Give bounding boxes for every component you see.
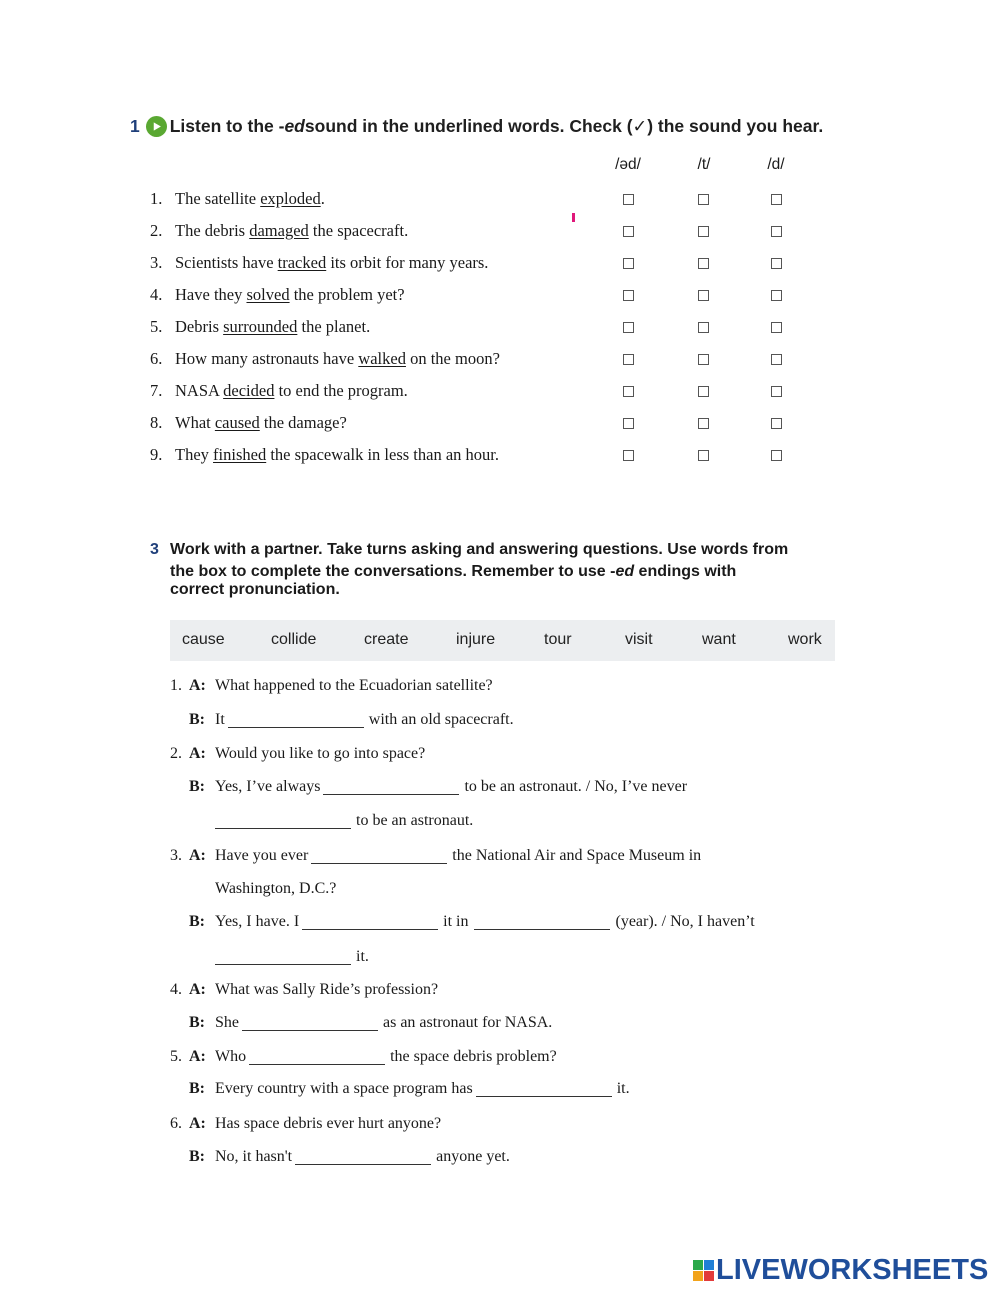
item-text: NASA xyxy=(175,381,224,400)
word-box-item: work xyxy=(788,631,822,648)
answer-blank[interactable] xyxy=(249,1050,385,1065)
item-text: They xyxy=(175,445,214,464)
sound-checkbox[interactable] xyxy=(623,386,634,397)
underlined-word: walked xyxy=(358,349,406,368)
liveworksheets-logo xyxy=(693,1254,988,1286)
item-text: to end the program. xyxy=(274,381,408,400)
dialogue-4-a: What was Sally Ride’s profession? xyxy=(215,981,439,998)
dialogue-3-b-cont xyxy=(215,945,369,969)
dialogue-6-a: Has space debris ever hurt anyone? xyxy=(215,1115,442,1132)
speaker-b-label: B: xyxy=(189,1148,205,1165)
item-number: 1. xyxy=(150,189,163,208)
item-text: Scientists have xyxy=(175,253,278,272)
dialogue-1-b xyxy=(215,708,514,732)
sound-checkbox[interactable] xyxy=(698,258,709,269)
text: Every country with a space program has xyxy=(215,1080,473,1097)
text: it. xyxy=(356,948,369,965)
underlined-word: decided xyxy=(223,381,275,400)
item-text: the spacewalk in less than an hour. xyxy=(266,445,499,464)
exercise-1-item xyxy=(150,251,488,275)
text: it in xyxy=(443,913,469,930)
exercise-1-instruction xyxy=(130,114,823,138)
item-text: How many astronauts have xyxy=(175,349,359,368)
text-cursor-marker xyxy=(572,213,575,222)
underlined-word: solved xyxy=(246,285,290,304)
speaker-a-label: A: xyxy=(189,847,206,864)
sound-checkbox[interactable] xyxy=(771,194,782,205)
item-text: The debris xyxy=(175,221,250,240)
item-number: 9. xyxy=(150,445,163,464)
speaker-a-label: A: xyxy=(189,981,206,998)
exercise-1-item xyxy=(150,411,347,435)
exercise-1-item xyxy=(150,187,325,211)
word-box-item: collide xyxy=(271,631,317,648)
sound-checkbox[interactable] xyxy=(623,354,634,365)
dialogue-4-b xyxy=(215,1011,552,1035)
sound-checkbox[interactable] xyxy=(698,418,709,429)
dialogue-6-b xyxy=(215,1145,510,1169)
instruction-line-2-em: ed xyxy=(615,563,635,580)
speaker-a-label: A: xyxy=(189,677,206,694)
sound-checkbox[interactable] xyxy=(623,450,634,461)
text: the National Air and Space Museum in xyxy=(452,847,702,864)
underlined-word: damaged xyxy=(249,221,309,240)
answer-blank[interactable] xyxy=(311,849,447,864)
text: Who xyxy=(215,1048,247,1065)
dialogue-2-b xyxy=(215,775,687,799)
text: No, it hasn't xyxy=(215,1148,293,1165)
underlined-word: finished xyxy=(213,445,267,464)
answer-blank[interactable] xyxy=(242,1016,378,1031)
logo-grid-icon xyxy=(693,1260,714,1281)
item-number: 8. xyxy=(150,413,163,432)
item-text: The satellite xyxy=(175,189,261,208)
sound-checkbox[interactable] xyxy=(623,194,634,205)
answer-blank[interactable] xyxy=(474,915,610,930)
sound-checkbox[interactable] xyxy=(771,226,782,237)
item-number: 5. xyxy=(150,317,163,336)
exercise-1-item xyxy=(150,219,408,243)
text: the space debris problem? xyxy=(390,1048,557,1065)
text: Have you ever xyxy=(215,847,309,864)
sound-checkbox[interactable] xyxy=(698,194,709,205)
speaker-b-label: B: xyxy=(189,1014,205,1031)
sound-checkbox[interactable] xyxy=(771,290,782,301)
dialogue-number: 1. xyxy=(170,677,182,694)
sound-checkbox[interactable] xyxy=(771,354,782,365)
instruction-line-2-post: endings with xyxy=(634,563,737,580)
dialogue-number: 3. xyxy=(170,847,182,864)
audio-play-button[interactable] xyxy=(146,116,167,137)
sound-checkbox[interactable] xyxy=(623,258,634,269)
speaker-a-label: A: xyxy=(189,745,206,762)
text: with an old spacecraft. xyxy=(368,711,514,728)
dialogue-5-a xyxy=(215,1045,557,1069)
instruction-text-pre: Listen to the - xyxy=(169,115,285,136)
text: It xyxy=(215,711,225,728)
item-number: 6. xyxy=(150,349,163,368)
instruction-text-post: sound in the underlined words. Check (✓) the sound you hear. xyxy=(304,115,824,136)
sound-checkbox[interactable] xyxy=(771,258,782,269)
answer-blank[interactable] xyxy=(476,1082,612,1097)
instruction-line-2-text: the box to complete the conversations. Remember to use - xyxy=(170,563,616,580)
speaker-b-label: B: xyxy=(189,778,205,795)
text: (year). / No, I haven’t xyxy=(615,913,755,930)
text: to be an astronaut. / No, I’ve never xyxy=(464,778,688,795)
dialogue-number: 2. xyxy=(170,745,182,762)
answer-blank[interactable] xyxy=(215,814,351,829)
word-box-item: injure xyxy=(456,631,496,648)
dialogue-number: 5. xyxy=(170,1048,182,1065)
sound-checkbox[interactable] xyxy=(623,418,634,429)
underlined-word: surrounded xyxy=(223,317,298,336)
sound-checkbox[interactable] xyxy=(698,386,709,397)
exercise-1-item xyxy=(150,315,370,339)
underlined-word: exploded xyxy=(260,189,321,208)
item-text: the spacecraft. xyxy=(308,221,409,240)
text: Yes, I have. I xyxy=(215,913,300,930)
sound-checkbox[interactable] xyxy=(771,418,782,429)
text: to be an astronaut. xyxy=(356,812,474,829)
answer-blank[interactable] xyxy=(302,915,438,930)
instruction-text-em: ed xyxy=(284,115,305,136)
word-box-item: cause xyxy=(182,631,225,648)
sound-checkbox[interactable] xyxy=(771,450,782,461)
text: Yes, I’ve always xyxy=(215,778,321,795)
item-text: What xyxy=(175,413,215,432)
dialogue-3-a xyxy=(215,844,701,868)
dialogue-2-b-cont xyxy=(215,809,473,833)
sound-checkbox[interactable] xyxy=(698,226,709,237)
speaker-b-label: B: xyxy=(189,913,205,930)
exercise-3-instruction-line-2 xyxy=(170,563,736,581)
exercise-3-number: 3 xyxy=(150,541,159,558)
sound-checkbox[interactable] xyxy=(623,226,634,237)
sound-checkbox[interactable] xyxy=(698,290,709,301)
exercise-3-instruction-line-3: correct pronunciation. xyxy=(170,581,340,598)
item-text: its orbit for many years. xyxy=(326,253,489,272)
dialogue-5-b xyxy=(215,1077,630,1101)
item-text: the problem yet? xyxy=(289,285,405,304)
text: it. xyxy=(616,1080,630,1097)
dialogue-3-a-cont: Washington, D.C.? xyxy=(215,880,337,897)
speaker-b-label: B: xyxy=(189,1080,205,1097)
word-box-item: visit xyxy=(625,631,653,648)
exercise-1-item xyxy=(150,347,500,371)
text: She xyxy=(215,1014,239,1031)
answer-blank[interactable] xyxy=(215,950,351,965)
item-number: 4. xyxy=(150,285,163,304)
speaker-a-label: A: xyxy=(189,1115,206,1132)
item-number: 2. xyxy=(150,221,163,240)
sound-checkbox[interactable] xyxy=(771,386,782,397)
exercise-1-number: 1 xyxy=(130,115,140,136)
answer-blank[interactable] xyxy=(228,713,364,728)
dialogue-number: 6. xyxy=(170,1115,182,1132)
item-number: 3. xyxy=(150,253,163,272)
text: anyone yet. xyxy=(436,1148,510,1165)
column-header-t: /t/ xyxy=(697,156,711,173)
sound-checkbox[interactable] xyxy=(698,322,709,333)
dialogue-3-b xyxy=(215,910,755,934)
text: as an astronaut for NASA. xyxy=(383,1014,553,1031)
sound-checkbox[interactable] xyxy=(623,322,634,333)
sound-checkbox[interactable] xyxy=(698,354,709,365)
dialogue-number: 4. xyxy=(170,981,182,998)
answer-blank[interactable] xyxy=(295,1150,431,1165)
underlined-word: tracked xyxy=(277,253,327,272)
item-text: Have they xyxy=(175,285,247,304)
answer-blank[interactable] xyxy=(323,780,459,795)
exercise-3-instruction-line-1: Work with a partner. Take turns asking and answering questions. Use words from xyxy=(170,541,789,558)
word-box-item: tour xyxy=(544,631,572,648)
speaker-b-label: B: xyxy=(189,711,205,728)
item-text: on the moon? xyxy=(405,349,500,368)
word-box-item: create xyxy=(364,631,409,648)
item-text: the damage? xyxy=(259,413,347,432)
item-text: the planet. xyxy=(297,317,371,336)
word-box-item: want xyxy=(702,631,736,648)
exercise-1-item xyxy=(150,283,405,307)
column-header-d: /d/ xyxy=(767,156,785,173)
sound-checkbox[interactable] xyxy=(623,290,634,301)
item-text: Debris xyxy=(175,317,224,336)
exercise-1-item xyxy=(150,443,499,467)
play-icon xyxy=(151,121,162,132)
dialogue-1-a: What happened to the Ecuadorian satellite? xyxy=(215,677,493,694)
sound-checkbox[interactable] xyxy=(698,450,709,461)
underlined-word: caused xyxy=(214,413,260,432)
logo-text: LIVEWORKSHEETS xyxy=(716,1253,989,1286)
item-number: 7. xyxy=(150,381,163,400)
item-text: . xyxy=(320,189,325,208)
column-header-ed: /əd/ xyxy=(615,156,641,173)
speaker-a-label: A: xyxy=(189,1048,206,1065)
dialogue-2-a: Would you like to go into space? xyxy=(215,745,426,762)
exercise-1-item xyxy=(150,379,408,403)
sound-checkbox[interactable] xyxy=(771,322,782,333)
